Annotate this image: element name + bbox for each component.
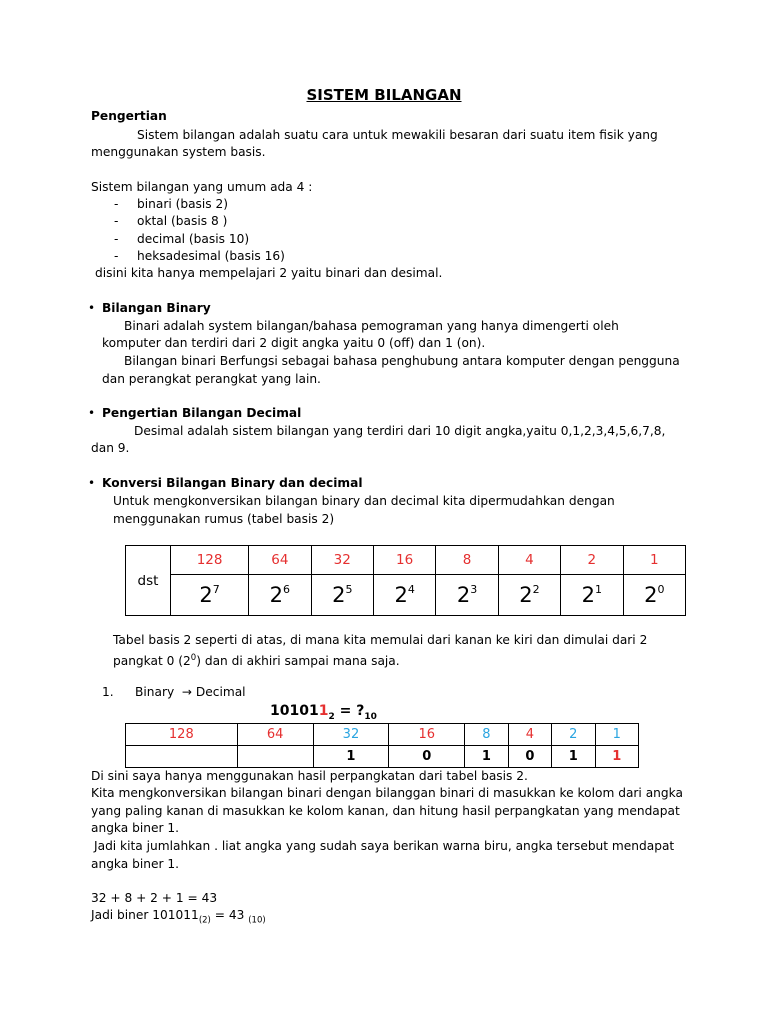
place-value: 2 — [552, 724, 595, 746]
binary-digit: 0 — [508, 746, 551, 768]
type-item: heksadesimal (basis 16) — [137, 249, 285, 263]
decimal-line-2: dan 9. — [91, 441, 130, 455]
place-value: 1 — [623, 546, 685, 575]
explanation-line-4: angka biner 1. — [91, 821, 179, 835]
place-value: 8 — [436, 546, 498, 575]
binary-digit — [126, 746, 238, 768]
place-value: 16 — [373, 546, 435, 575]
power-cell: $2^0$ — [623, 575, 685, 616]
explanation-line-3: yang paling kanan di masukkan ke kolom kanan, dan hitung hasil perpangkatan yang mendapat — [91, 804, 680, 818]
sum-line: 32 + 8 + 2 + 1 = 43 — [91, 891, 218, 905]
binary-digit — [237, 746, 313, 768]
power-cell: $2^1$ — [561, 575, 623, 616]
power-cell: $2^4$ — [373, 575, 435, 616]
dash-marker: - — [114, 197, 119, 211]
binary-digit: 1 — [595, 746, 639, 768]
binary-line-3: Bilangan binari Berfungsi sebagai bahasa penghubung antara komputer dengan pengguna — [124, 354, 680, 368]
place-value: 64 — [249, 546, 311, 575]
place-value: 128 — [171, 546, 249, 575]
dash-marker: - — [114, 249, 119, 263]
place-value: 32 — [313, 724, 389, 746]
place-value: 1 — [595, 724, 639, 746]
example-number: 1. — [102, 685, 114, 699]
place-value: 16 — [389, 724, 465, 746]
bullet-icon: • — [88, 406, 96, 420]
place-value: 2 — [561, 546, 623, 575]
place-value: 128 — [126, 724, 238, 746]
dash-marker: - — [114, 232, 119, 246]
binary-digit: 1 — [313, 746, 389, 768]
konversi-line-1: Untuk mengkonversikan bilangan binary dan decimal kita dipermudahkan dengan — [113, 494, 615, 508]
basis-note-line-1: Tabel basis 2 seperti di atas, di mana kita memulai dari kanan ke kiri dan dimulai dari 2 — [113, 633, 648, 647]
binary-line-4: dan perangkat perangkat yang lain. — [102, 372, 321, 386]
decimal-line-1: Desimal adalah sistem bilangan yang terdiri dari 10 digit angka,yaitu 0,1,2,3,4,5,6,7,8, — [134, 424, 666, 438]
type-item: binari (basis 2) — [137, 197, 229, 211]
binary-line-1: Binari adalah system bilangan/bahasa pemograman yang hanya dimengerti oleh — [124, 319, 619, 333]
bullet-icon: • — [88, 301, 96, 315]
place-value: 4 — [508, 724, 551, 746]
explanation-line-5: Jadi kita jumlahkan . liat angka yang sudah saya berikan warna biru, angka tersebut mendapat — [94, 839, 675, 853]
example-equation: $101011_2$ = $?_{10}$ — [270, 703, 377, 722]
konversi-heading: Konversi Bilangan Binary dan decimal — [102, 476, 363, 490]
place-value: 4 — [498, 546, 560, 575]
type-item: oktal (basis 8 ) — [137, 214, 228, 228]
binary-digit: 1 — [552, 746, 595, 768]
place-value: 32 — [311, 546, 373, 575]
conversion-table — [125, 723, 639, 768]
place-value: 8 — [465, 724, 508, 746]
basis-2-table — [125, 545, 686, 616]
pengertian-line-1: Sistem bilangan adalah suatu cara untuk mewakili besaran dari suatu item fisik yang — [137, 128, 658, 142]
binary-heading: Bilangan Binary — [102, 301, 211, 315]
binary-digit: 1 — [465, 746, 508, 768]
final-result: Jadi biner $101011_{(2)} = 43$ $_{(10)}$ — [91, 908, 266, 926]
binary-line-2: komputer dan terdiri dari 2 digit angka yaitu 0 (off) dan 1 (on). — [102, 336, 486, 350]
types-intro: Sistem bilangan yang umum ada 4 : — [91, 180, 313, 194]
power-cell: $2^2$ — [498, 575, 560, 616]
pengertian-line-2: menggunakan system basis. — [91, 145, 266, 159]
decimal-heading: Pengertian Bilangan Decimal — [102, 406, 302, 420]
types-outro: disini kita hanya mempelajari 2 yaitu binari dan desimal. — [95, 266, 443, 280]
power-cell: $2^3$ — [436, 575, 498, 616]
table-label-dst: dst — [126, 546, 171, 616]
type-item: decimal (basis 10) — [137, 232, 250, 246]
binary-digit: 0 — [389, 746, 465, 768]
explanation-line-1: Di sini saya hanya menggunakan hasil perpangkatan dari tabel basis 2. — [91, 769, 528, 783]
power-cell: $2^5$ — [311, 575, 373, 616]
konversi-line-2: menggunakan rumus (tabel basis 2) — [113, 512, 335, 526]
basis-note-line-2: pangkat 0 $(2^0)$ dan di akhiri sampai mana saja. — [113, 653, 400, 669]
explanation-line-6: angka biner 1. — [91, 857, 179, 871]
arrow-right-icon: → — [181, 685, 192, 699]
pengertian-heading: Pengertian — [91, 109, 167, 123]
explanation-line-2: Kita mengkonversikan bilangan binari dengan bilanggan binari di masukkan ke kolom dari angka — [91, 786, 683, 800]
dash-marker: - — [114, 214, 119, 228]
power-cell: $2^7$ — [171, 575, 249, 616]
power-cell: $2^6$ — [249, 575, 311, 616]
bullet-icon: • — [88, 476, 96, 490]
example-title: Binary → Decimal — [135, 685, 246, 699]
page-title: SISTEM BILANGAN — [306, 86, 462, 104]
place-value: 64 — [237, 724, 313, 746]
